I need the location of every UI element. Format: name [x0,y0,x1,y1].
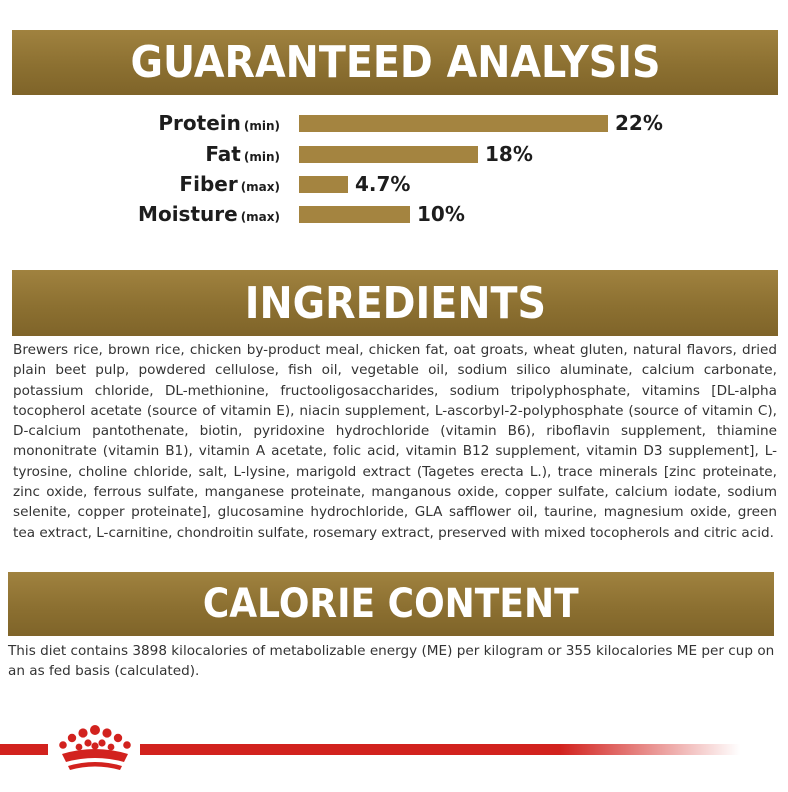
guaranteed-analysis-title: GUARANTEED ANALYSIS [129,37,661,88]
nutrient-name: Moisture [138,202,238,226]
nutrient-name: Protein [158,111,241,135]
analysis-label [205,142,280,166]
analysis-row [0,142,788,166]
nutrient-qualifier: (max) [240,210,280,224]
guaranteed-analysis-banner [12,30,778,95]
analysis-row [0,202,788,226]
calorie-content-text: This diet contains 3898 kilocalories of metabolizable energy (ME) per kilogram or 355 kilocalories ME per cup on an as fed basis (calculated). [8,643,775,679]
analysis-bar [299,206,410,223]
nutrient-qualifier: (max) [240,180,280,194]
analysis-bar [299,146,478,163]
nutrient-name: Fiber [179,172,238,196]
ingredients-text: Brewers rice, brown rice, chicken by-product meal, chicken fat, oat groats, wheat gluten, natural flavors, dried plain beet pulp, powdered cellulose, fish oil, vegetable oil, sodium silico aluminate, calcium carbonate, potassium chloride, DL-methionine, fructooligosaccharides, sodium tripolyphosphate, vitamins [DL-alpha tocopherol acetate (source of vitamin E), niacin supplement, L-ascorbyl-2-polyphosphate (source of vitamin C), D-calcium pantothenate, biotin, pyridoxine hydrochloride (vitamin B6), riboflavin supplement, thiamine mononitrate (vitamin B1), vitamin A acetate, folic acid, vitamin B12 supplement, vitamin D3 supplement], L-tyrosine, choline chloride, salt, L-lysine, marigold extract (Tagetes erecta L.), trace minerals [zinc proteinate, zinc oxide, ferrous sulfate, manganese proteinate, manganous oxide, copper sulfate, calcium iodate, sodium selenite, copper proteinate], glucosamine hydrochloride, GLA safflower oil, taurine, magnesium oxide, green tea extract, L-carnitine, chondroitin sulfate, rosemary extract, preserved with mixed tocopherols and citric acid. [13,342,777,541]
ingredients-banner [12,270,778,336]
analysis-value: 18% [485,142,533,166]
analysis-bar [299,115,608,132]
analysis-bar [299,176,348,193]
analysis-value: 22% [615,111,663,135]
analysis-label [179,172,280,196]
footer-red-line-right [140,744,740,755]
nutrient-qualifier: (min) [243,150,280,164]
calorie-content-title: CALORIE CONTENT [203,581,579,627]
analysis-row [0,111,788,135]
calorie-content-banner [8,572,774,636]
analysis-value: 10% [417,202,465,226]
analysis-label [158,111,280,135]
crown-icon [50,722,140,774]
analysis-value: 4.7% [355,172,411,196]
analysis-label [138,202,280,226]
nutrient-name: Fat [205,142,241,166]
nutrient-qualifier: (min) [243,119,280,133]
analysis-row [0,172,788,196]
footer-red-line-left [0,744,48,755]
ingredients-title: INGREDIENTS [244,277,546,329]
